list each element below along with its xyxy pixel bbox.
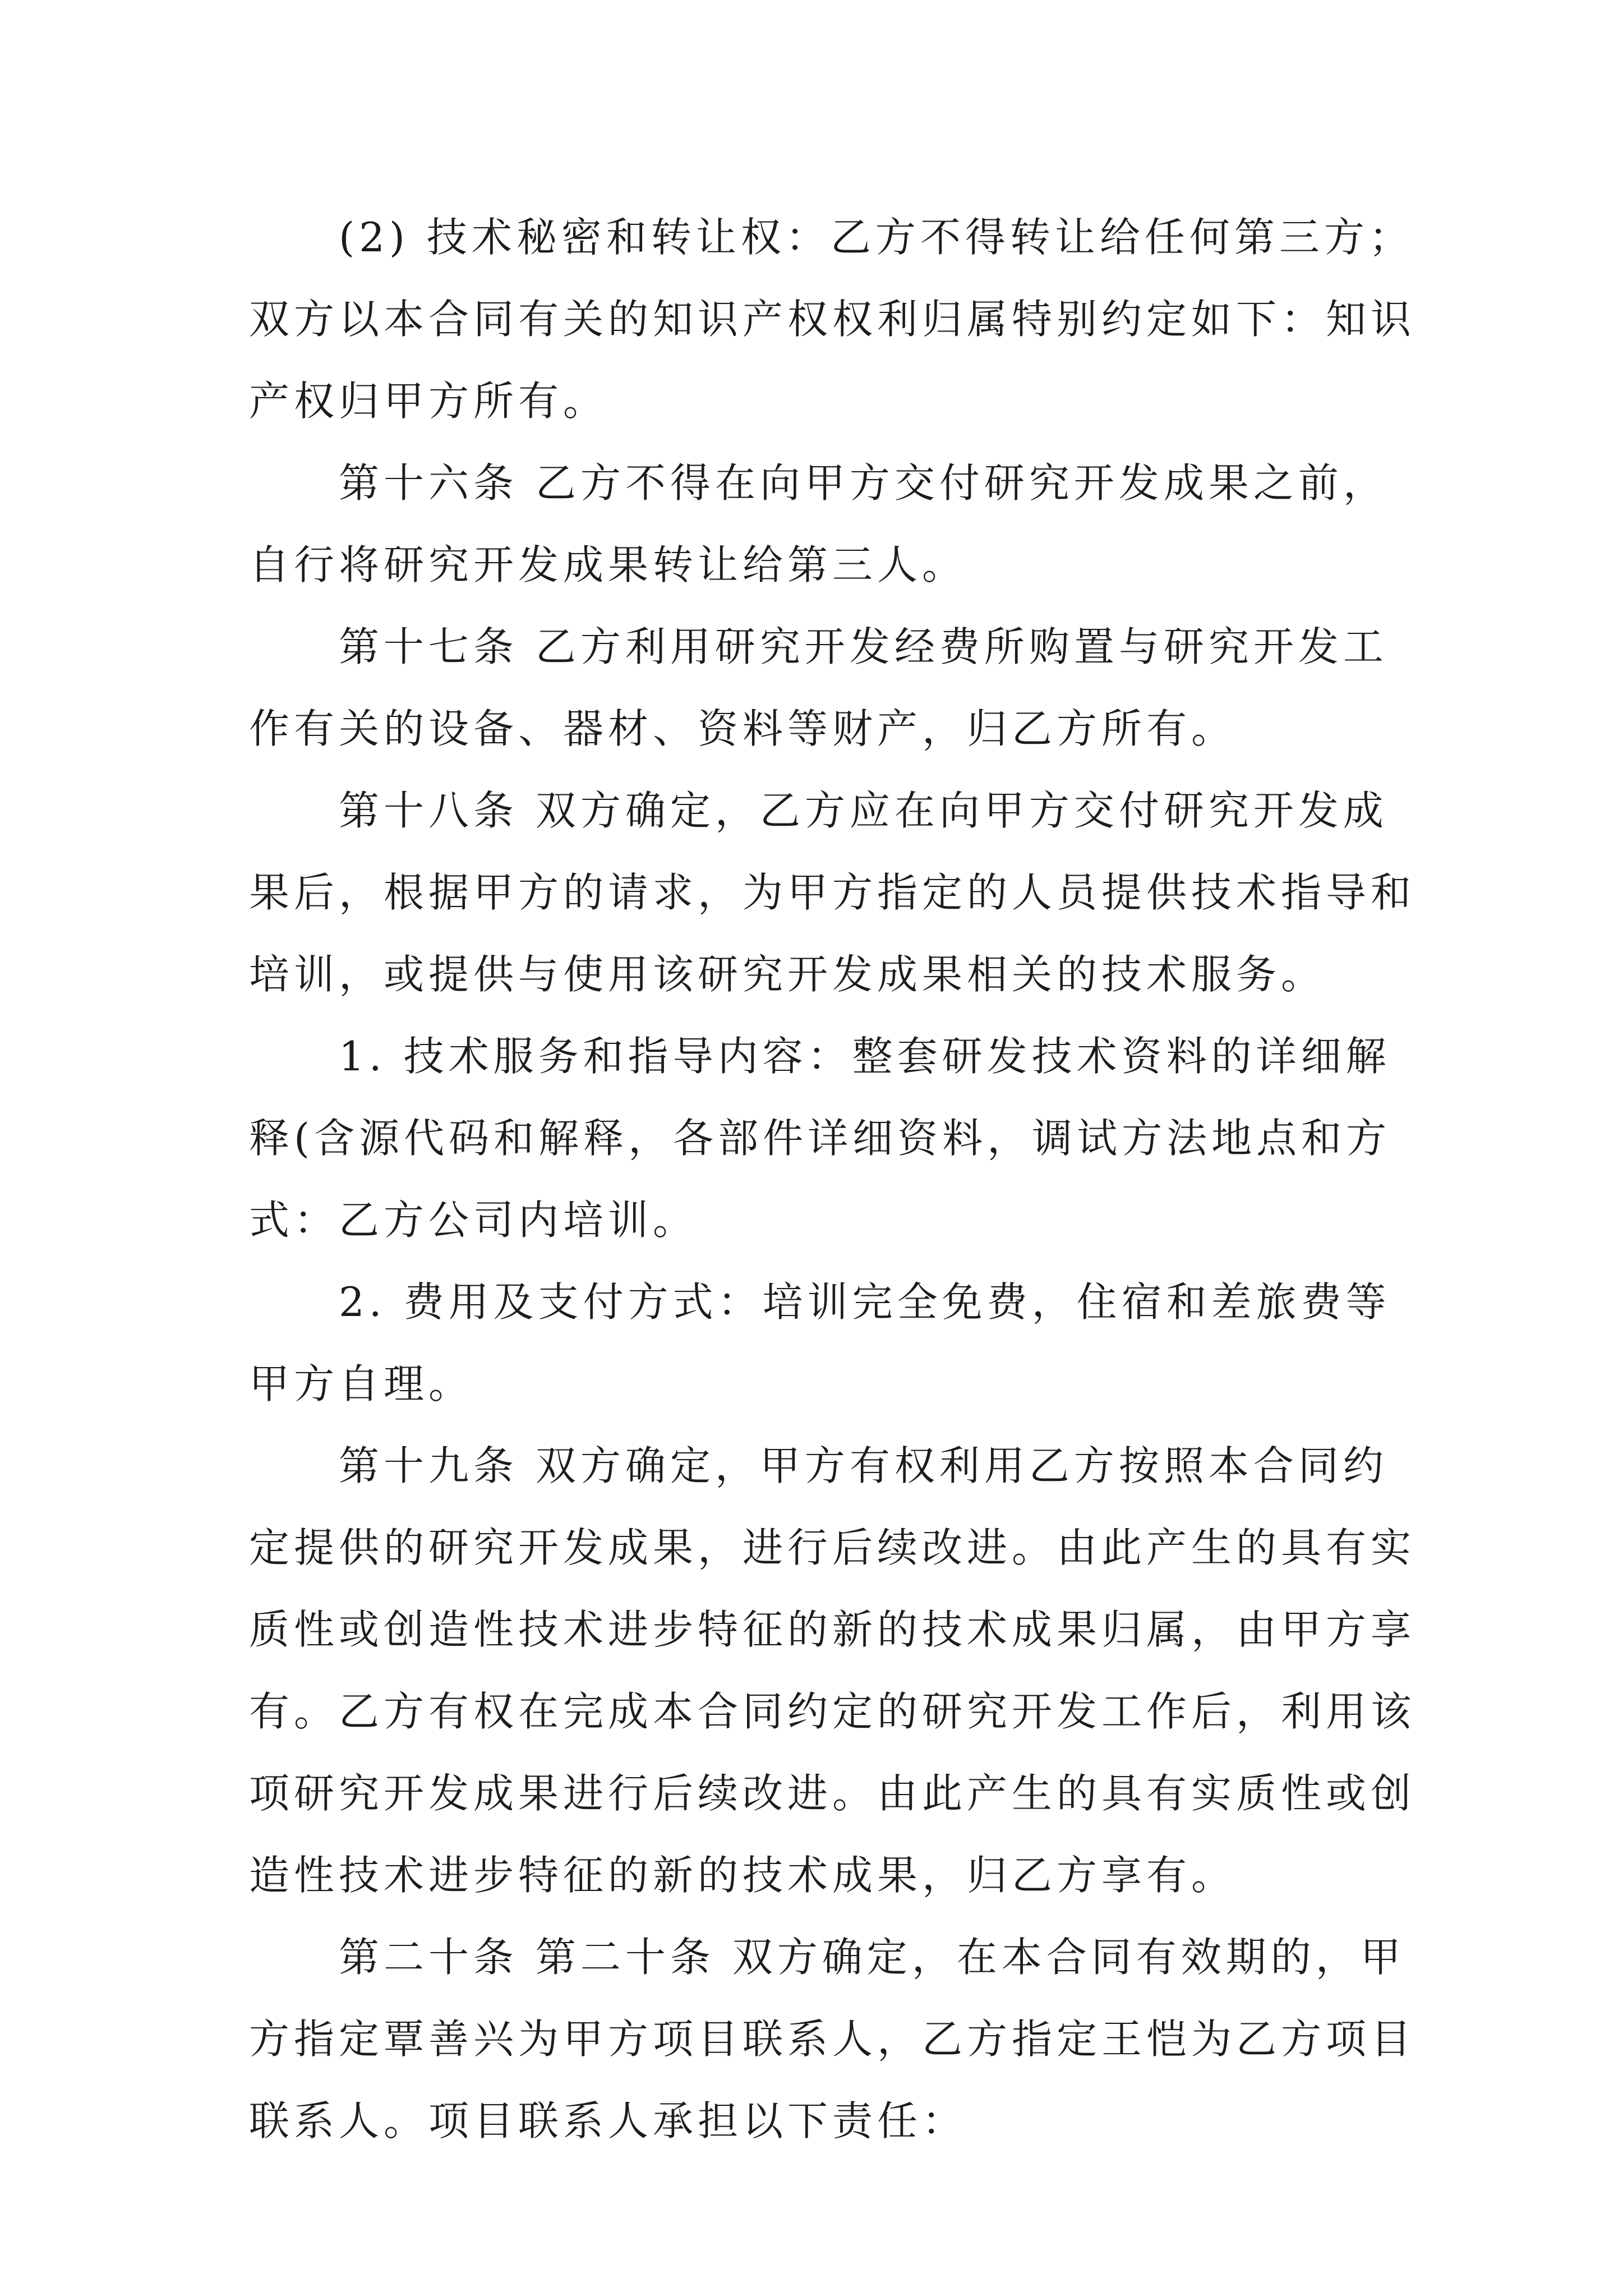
text-line: 方指定覃善兴为甲方项目联系人，乙方指定王恺为乙方项目 [249, 2016, 1416, 2063]
text-line: 果后，根据甲方的请求，为甲方指定的人员提供技术指导和 [249, 869, 1416, 916]
text-line: 质性或创造性技术进步特征的新的技术成果归属，由甲方享 [249, 1606, 1416, 1653]
text-line: 1. 技术服务和指导内容：整套研发技术资料的详细解 [339, 1033, 1391, 1080]
paragraph-article-18 [249, 770, 1416, 1015]
text-line: 项研究开发成果进行后续改进。由此产生的具有实质性或创 [249, 1770, 1416, 1817]
text-line: 第十九条 双方确定，甲方有权利用乙方按照本合同约 [339, 1442, 1388, 1489]
paragraph-item-1 [249, 1015, 1391, 1261]
text-line: 第十八条 双方确定，乙方应在向甲方交付研究开发成 [339, 787, 1388, 834]
text-line: 双方以本合同有关的知识产权权利归属特别约定如下：知识 [249, 296, 1416, 343]
text-line: 自行将研究开发成果转让给第三人。 [249, 541, 967, 588]
text-line: 第二十条 第二十条 双方确定，在本合同有效期的，甲 [339, 1934, 1405, 1981]
text-line: 定提供的研究开发成果，进行后续改进。由此产生的具有实 [249, 1524, 1416, 1571]
text-line: 培训，或提供与使用该研究开发成果相关的技术服务。 [249, 951, 1326, 998]
text-line: 2. 费用及支付方式：培训完全免费，住宿和差旅费等 [339, 1278, 1391, 1326]
text-line: 有。乙方有权在完成本合同约定的研究开发工作后，利用该 [249, 1688, 1416, 1735]
text-line: 联系人。项目联系人承担以下责任： [249, 2097, 967, 2145]
paragraph-article-16 [249, 442, 1387, 606]
paragraph-article-20 [249, 1916, 1416, 2162]
text-line: (2) 技术秘密和转让权：乙方不得转让给任何第三方； [339, 214, 1414, 261]
paragraph-article-17 [249, 606, 1387, 770]
text-line: 产权归甲方所有。 [249, 378, 608, 425]
text-line: 造性技术进步特征的新的技术成果，归乙方享有。 [249, 1852, 1237, 1899]
paragraph-article-19 [249, 1425, 1416, 1916]
text-line: 式：乙方公司内培训。 [249, 1197, 698, 1244]
text-line: 甲方自理。 [249, 1360, 474, 1407]
text-line: 作有关的设备、器材、资料等财产，归乙方所有。 [249, 705, 1237, 752]
paragraph-tech-secret [249, 196, 1416, 442]
text-line: 释(含源代码和解释，各部件详细资料，调试方法地点和方 [249, 1115, 1391, 1162]
text-line: 第十六条 乙方不得在向甲方交付研究开发成果之前， [339, 459, 1388, 507]
text-line: 第十七条 乙方利用研究开发经费所购置与研究开发工 [339, 623, 1388, 670]
paragraph-item-2 [249, 1261, 1391, 1425]
document-body [249, 196, 1416, 2162]
